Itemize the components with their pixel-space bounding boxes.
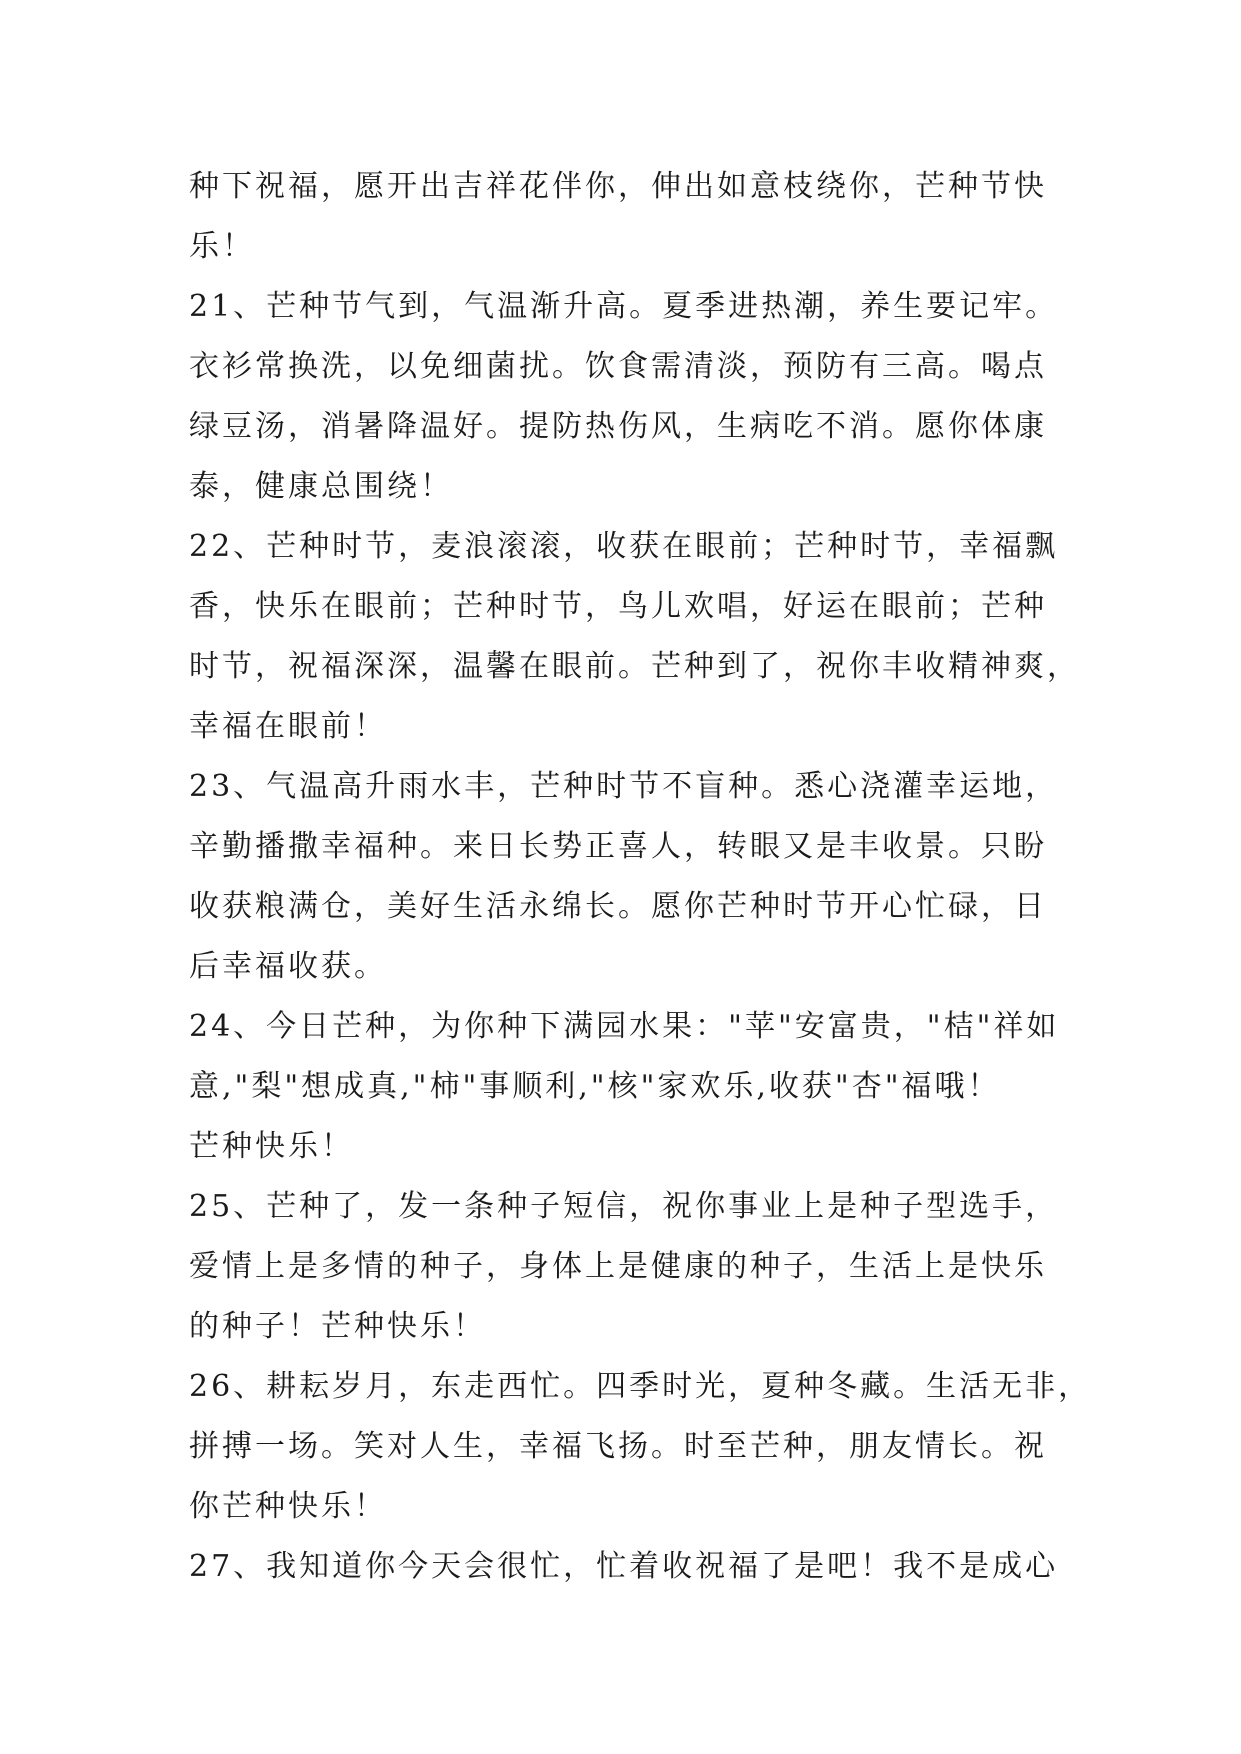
text-line: 后幸福收获。 — [189, 949, 387, 984]
text-line: 你芒种快乐！ — [189, 1489, 387, 1524]
text-line: 21、芒种节气到，气温渐升高。夏季进热潮，养生要记牢。 — [189, 289, 1059, 324]
text-line: 香，快乐在眼前；芒种时节，鸟儿欢唱，好运在眼前；芒种 — [189, 589, 1047, 624]
text-line: 乐！ — [189, 229, 255, 264]
text-line: 22、芒种时节，麦浪滚滚，收获在眼前；芒种时节，幸福飘 — [189, 529, 1059, 564]
document-body — [189, 157, 1092, 1597]
text-line: 25、芒种了，发一条种子短信，祝你事业上是种子型选手， — [189, 1189, 1059, 1224]
text-line: 种下祝福，愿开出吉祥花伴你，伸出如意枝绕你，芒种节快 — [189, 169, 1047, 204]
text-line: 辛勤播撒幸福种。来日长势正喜人，转眼又是丰收景。只盼 — [189, 829, 1047, 864]
text-line: 时节，祝福深深，温馨在眼前。芒种到了，祝你丰收精神爽， — [189, 649, 1080, 684]
text-line: 24、今日芒种，为你种下满园水果："苹"安富贵，"桔"祥如 — [189, 1009, 1060, 1044]
text-line: 芒种快乐！ — [189, 1129, 354, 1164]
text-line: 幸福在眼前！ — [189, 709, 387, 744]
text-line: 绿豆汤，消暑降温好。提防热伤风，生病吃不消。愿你体康 — [189, 409, 1047, 444]
text-line: 意,"梨"想成真,"柿"事顺利,"核"家欢乐,收获"杏"福哦！ — [189, 1069, 1001, 1104]
text-line: 衣衫常换洗，以免细菌扰。饮食需清淡，预防有三高。喝点 — [189, 349, 1047, 384]
text-line: 27、我知道你今天会很忙，忙着收祝福了是吧！我不是成心 — [189, 1549, 1059, 1584]
text-line: 23、气温高升雨水丰，芒种时节不盲种。悉心浇灌幸运地， — [189, 769, 1059, 804]
text-line: 收获粮满仓，美好生活永绵长。愿你芒种时节开心忙碌，日 — [189, 889, 1047, 924]
text-line: 拼搏一场。笑对人生，幸福飞扬。时至芒种，朋友情长。祝 — [189, 1429, 1047, 1464]
text-line: 的种子！芒种快乐！ — [189, 1309, 486, 1344]
text-line: 26、耕耘岁月，东走西忙。四季时光，夏种冬藏。生活无非， — [189, 1369, 1092, 1404]
text-line: 泰，健康总围绕！ — [189, 469, 453, 504]
text-line: 爱情上是多情的种子，身体上是健康的种子，生活上是快乐 — [189, 1249, 1047, 1284]
